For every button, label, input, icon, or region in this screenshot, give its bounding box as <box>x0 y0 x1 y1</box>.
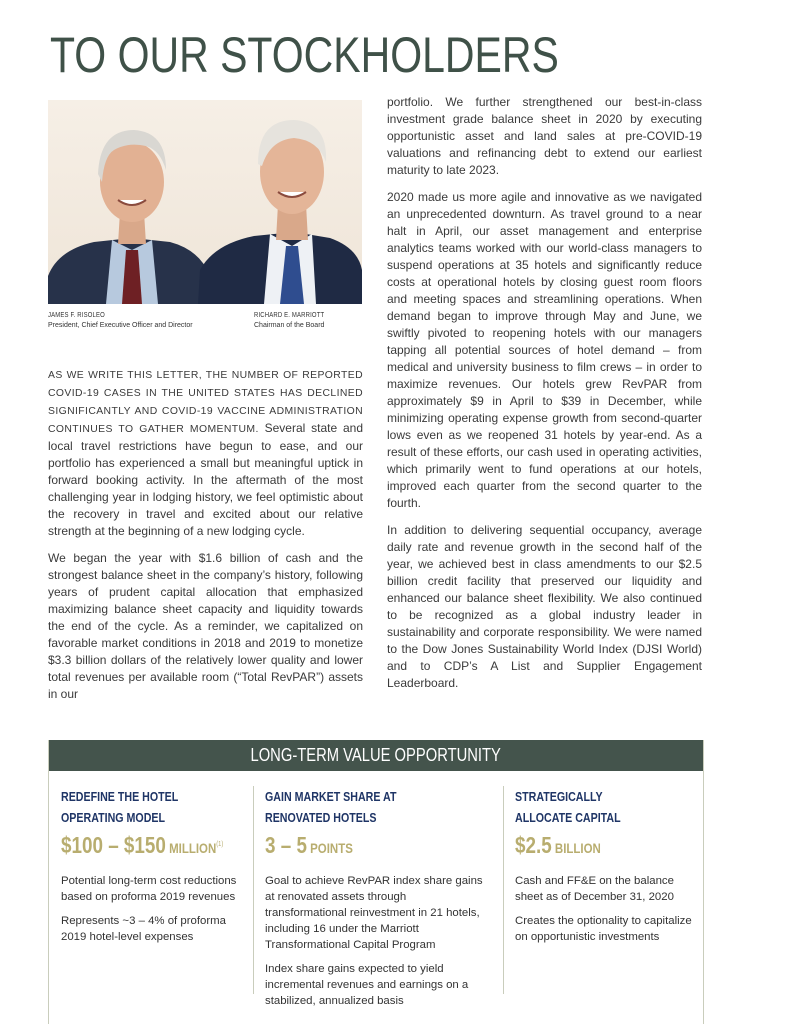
column-text: Goal to achieve RevPAR index share gains at renovated assets through transformational reinvestment in 21 hotels, including 16 under the Marriott Transformational Capital Program Index share gains expected to yield incremental revenues and earnings on a stabilized, annualized basis <box>265 875 483 1007</box>
column-text: Potential long-term cost reductions based on proforma 2019 revenues Represents ~3 – 4% of proforma 2019 hotel-level expenses <box>61 875 237 943</box>
paragraph: 2020 made us more agile and innovative as we navigated an unprecedented downturn. As travel ground to a near halt in April, our asset management and enterprise analytics teams worked with our world-class managers to suspend operations at 35 hotels and significantly reduce costs at operational hotels by closing guest room floors and meeting spaces and streamlining operations. When demand began to improve through May and June, we swiftly pivoted to reopening hotels with our managers tapping all potential sources of hotel demand – from medical and university business to film crews – in order to maximize revenues. Our hotels grew RevPAR from approximately $9 in April to $39 in December, while minimizing operating expense growth from second-quarter lows even as we reopened 31 hotels by year-end. As a result of these efforts, our cash used in operating activities, which primarily went to fund operations at our hotels, improved each quarter from the second quarter to the fourth. <box>387 190 702 510</box>
person-role: President, Chief Executive Officer and Director <box>48 322 193 329</box>
metric-value: $2.5 BILLION <box>515 832 601 858</box>
paragraph: portfolio. We further strengthened our best-in-class investment grade balance sheet in 2020 by executing opportunistic asset and land sales at pre-COVID-19 valuations and refinancing debt to extend our earliest maturity to late 2023. <box>387 95 702 177</box>
column-heading: GAIN MARKET SHARE AT RENOVATED HOTELS <box>265 789 397 825</box>
page-title: TO OUR STOCKHOLDERS <box>50 27 559 83</box>
metric-value: $100 – $150 MILLION$^{(1)}$ <box>61 832 224 858</box>
value-opportunity-box <box>48 740 704 1024</box>
column-heading: REDEFINE THE HOTEL OPERATING MODEL <box>61 789 179 825</box>
value-column-allocate-capital <box>515 786 695 953</box>
column-text: Cash and FF&E on the balance sheet as of December 31, 2020 Creates the optionality to capitalize on opportunistic investments <box>515 875 692 943</box>
caption-risoleo <box>48 311 193 331</box>
executives-photo <box>48 100 362 304</box>
letter-left-column <box>48 366 363 713</box>
value-column-operating-model <box>61 786 241 953</box>
column-heading: STRATEGICALLY ALLOCATE CAPITAL <box>515 789 621 825</box>
person-name: JAMES F. RISOLEO <box>48 312 105 319</box>
column-divider <box>253 786 254 994</box>
paragraph: In addition to delivering sequential occupancy, average daily rate and revenue growth in the second half of the year, we achieved best in class amendments to our $2.5 billion credit facility that preserved our liquidity and enhanced our balance sheet flexibility. We also continued to be recognized as a global industry leader in sustainability and corporate responsibility. We were named to the Dow Jones Sustainability World Index (DJSI World) and to CDP’s A List and Supplier Engagement Leaderboard. <box>387 523 702 690</box>
paragraph <box>48 366 363 540</box>
executives-illustration <box>48 100 362 304</box>
caption-marriott <box>254 311 337 331</box>
metric-value: 3 – 5 POINTS <box>265 832 353 858</box>
person-role: Chairman of the Board <box>254 322 325 329</box>
paragraph-text: Several state and local travel restrictions have begun to ease, and our portfolio has experienced a small but meaningful uptick in forward booking activity. In the aftermath of the most challenging year in lodging history, we feel optimistic about the recovery in travel and excited about our relative strength at the beginning of a new lodging cycle. <box>48 421 363 538</box>
paragraph: We began the year with $1.6 billion of cash and the strongest balance sheet in the company’s history, following years of prudent capital allocation that emphasized maximizing balance sheet capacity and liquidity towards the end of the cycle. As a reminder, we capitalized on favorable market conditions in 2018 and 2019 to monetize $3.3 billion dollars of the relatively lower quality and lower total revenues per available room (“Total RevPAR”) assets in our <box>48 551 363 701</box>
value-box-heading: LONG-TERM VALUE OPPORTUNITY <box>49 740 703 771</box>
lead-in: AS WE WRITE THIS LETTER, THE NUMBER OF REPORTED COVID-19 CASES IN THE UNITED STATES HAS DECLINED SIGNIFICANTLY AND COVID-19 VACCINE ADMINISTRATION CONTINUES TO GATHER MOMENTUM. <box>48 370 363 435</box>
column-divider <box>503 786 504 994</box>
footnote-marker: (1) <box>216 841 224 848</box>
person-name: RICHARD E. MARRIOTT <box>254 312 325 319</box>
value-column-market-share <box>265 786 491 1017</box>
letter-right-column <box>387 94 702 702</box>
